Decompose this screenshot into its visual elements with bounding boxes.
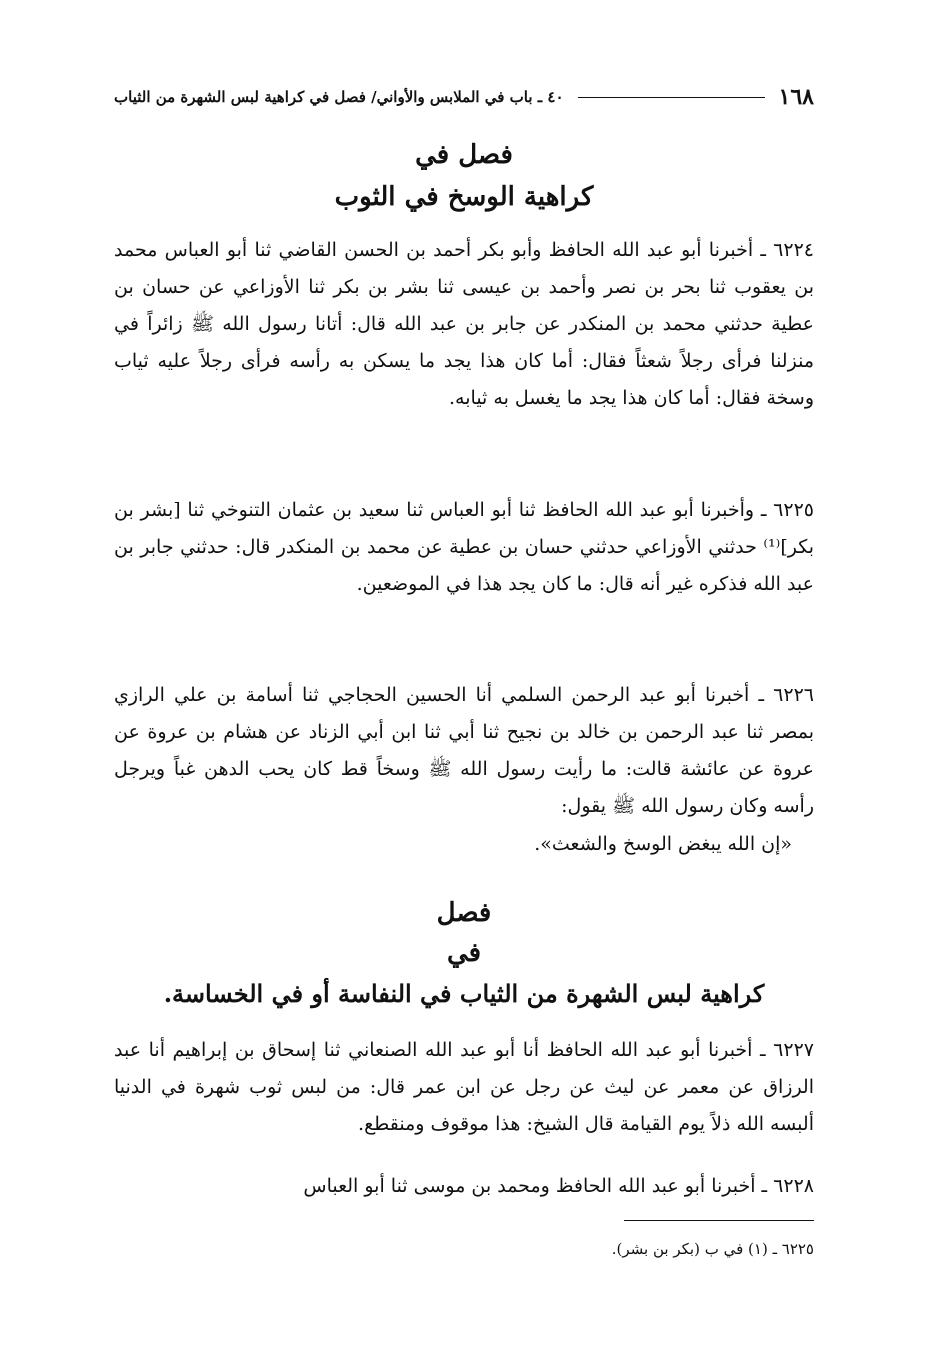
footnote-rule xyxy=(624,1220,814,1221)
footnote: ٦٢٢٥ ـ (١) في ب (بكر بن بشر). xyxy=(611,1240,814,1258)
hadith-6226-quote: «إن الله يبغض الوسخ والشعث». xyxy=(534,833,792,855)
section-heading-2-line-1: فصل xyxy=(436,898,492,928)
hadith-6227: ٦٢٢٧ ـ أخبرنا أبو عبد الله الحافظ أنا أبو عبد الله الصنعاني ثنا إسحاق بن إبراهيم أنا عبد الرزاق عن معمر عن ليث عن رجل عن ابن عمر قال: من لبس ثوب شهرة في الدنيا ألبسه الله ذلاً يوم القيامة قال الشيخ: هذا موقوف ومنقطع. xyxy=(114,1039,814,1135)
section-heading-1-line-2: كراهية الوسخ في الثوب xyxy=(334,182,594,212)
running-header xyxy=(114,82,814,112)
hadith-6225: ٦٢٢٥ ـ وأخبرنا أبو عبد الله الحافظ ثنا أبو العباس ثنا سعيد بن عثمان التنوخي ثنا [بشر بن بكر]⁽¹⁾ حدثني الأوزاعي حدثني حسان بن عطية عن محمد بن المنكدر قال: حدثني جابر بن عبد الله فذكره غير أنه قال: ما كان يجد هذا في الموضعين. xyxy=(114,499,814,595)
hadith-6228: ٦٢٢٨ ـ أخبرنا أبو عبد الله الحافظ ومحمد بن موسى ثنا أبو العباس xyxy=(303,1175,814,1197)
section-heading-2-line-2: في xyxy=(446,938,482,968)
running-title: ٤٠ ـ باب في الملابس والأواني/ فصل في كراهية لبس الشهرة من الثياب xyxy=(114,88,564,106)
hadith-6224: ٦٢٢٤ ـ أخبرنا أبو عبد الله الحافظ وأبو بكر أحمد بن الحسن القاضي ثنا أبو العباس محمد بن يعقوب ثنا بحر بن نصر وأحمد بن عيسى ثنا بشر بن بكر ثنا الأوزاعي عن حسان بن عطية حدثني محمد بن المنكدر عن جابر بن عبد الله قال: أتانا رسول الله ﷺ زائراً في منزلنا فرأى رجلاً شعثاً فقال: أما كان هذا يجد ما يسكن به رأسه فرأى رجلاً عليه ثياب وسخة فقال: أما كان هذا يجد ما يغسل به ثيابه. xyxy=(114,239,814,409)
header-rule xyxy=(578,97,765,98)
hadith-6226: ٦٢٢٦ ـ أخبرنا أبو عبد الرحمن السلمي أنا الحسين الحجاجي ثنا أسامة بن علي الرازي بمصر ثنا عبد الرحمن بن خالد بن نجيح ثنا أبي ثنا ابن أبي الزناد عن هشام بن عروة عن عروة عن عائشة قالت: ما رأيت رسول الله ﷺ وسخاً قط كان يحب الدهن غباً ويرجل رأسه وكان رسول الله ﷺ يقول: xyxy=(114,684,814,817)
page-number: ١٦٨ xyxy=(778,84,814,110)
section-heading-2-line-3: كراهية لبس الشهرة من الثياب في النفاسة أو في الخساسة. xyxy=(163,979,765,1008)
section-heading-1-line-1: فصل في xyxy=(415,140,513,170)
